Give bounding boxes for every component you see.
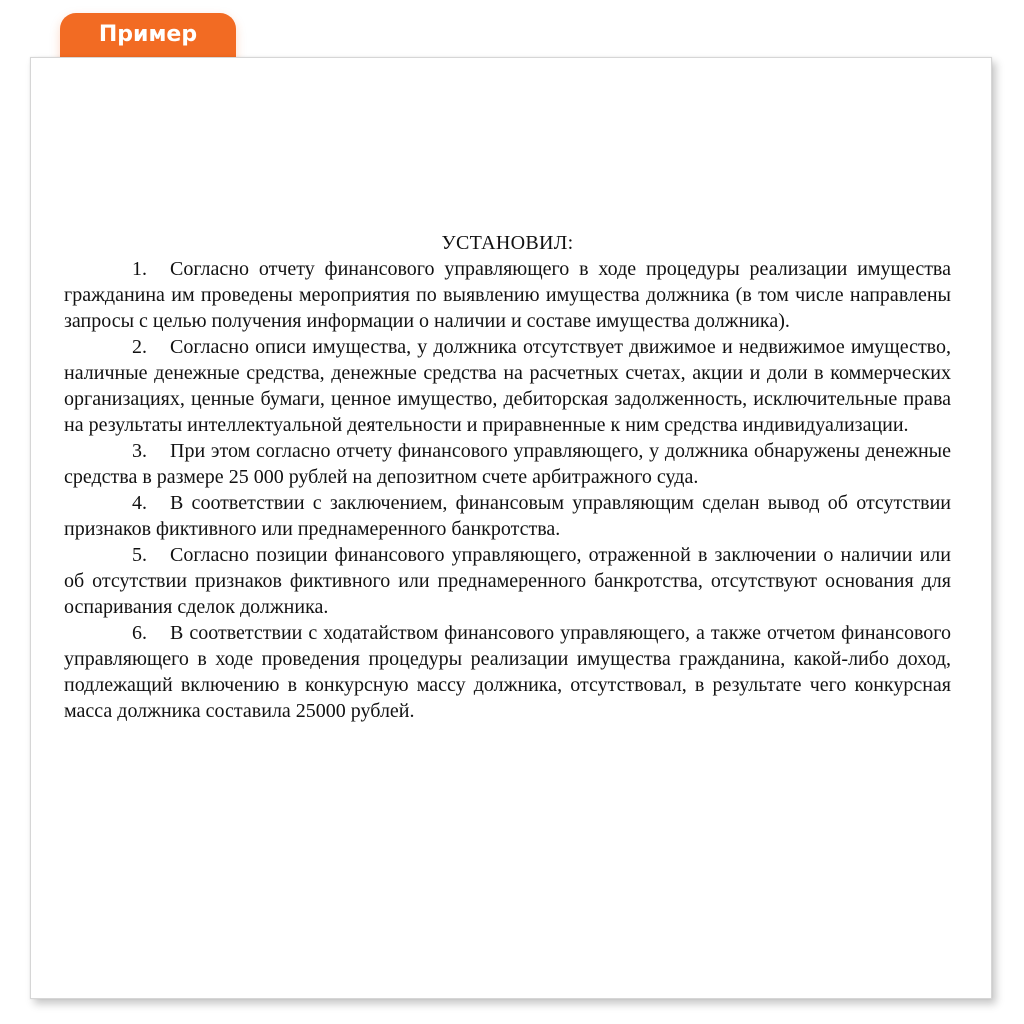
document-heading: УСТАНОВИЛ: [441,232,574,254]
document-item [64,490,951,542]
item-number: 6. [132,622,147,644]
item-text: При этом согласно отчету финансового управляющего, у должника обнаружены денежные средства в размере 25 000 рублей на депозитном счете арбитражного суда. [64,440,951,488]
item-number: 5. [132,544,147,566]
item-number: 1. [132,258,147,280]
document-item [64,438,951,490]
item-text: Согласно отчету финансового управляющего в ходе процедуры реализации имущества гражданина им проведены мероприятия по выявлению имущества должника (в том числе направлены запросы с целью получения информации о наличии и составе имущества должника). [64,258,951,332]
document-item [64,620,951,724]
item-text: В соответствии с заключением, финансовым управляющим сделан вывод об отсутствии признаков фиктивного или преднамеренного банкротства. [64,492,951,540]
document-item [64,256,951,334]
example-tab-label: Пример [98,22,198,47]
document-item [64,334,951,438]
item-text: Согласно описи имущества, у должника отсутствует движимое и недвижимое имущество, наличные денежные средства, денежные средства на расчетных счетах, акции и доли в коммерческих организациях, ценные бумаги, ценное имущество, дебиторская задолженность, исключительные права на результаты интеллектуальной деятельности и приравненные к ним средства индивидуализации. [64,336,951,436]
document-item [64,542,951,620]
document-page [30,57,992,999]
item-text: Согласно позиции финансового управляющего, отраженной в заключении о наличии или об отсутствии признаков фиктивного или преднамеренного банкротства, отсутствуют основания для оспаривания сделок должника. [64,544,951,618]
item-number: 3. [132,440,147,462]
item-text: В соответствии с ходатайством финансового управляющего, а также отчетом финансового управляющего в ходе проведения процедуры реализации имущества гражданина, какой-либо доход, подлежащий включению в конкурсную массу должника, отсутствовал, в результате чего конкурсная масса должника составила 25000 рублей. [64,622,951,722]
item-number: 2. [132,336,147,358]
item-number: 4. [132,492,147,514]
document-body [64,230,951,724]
